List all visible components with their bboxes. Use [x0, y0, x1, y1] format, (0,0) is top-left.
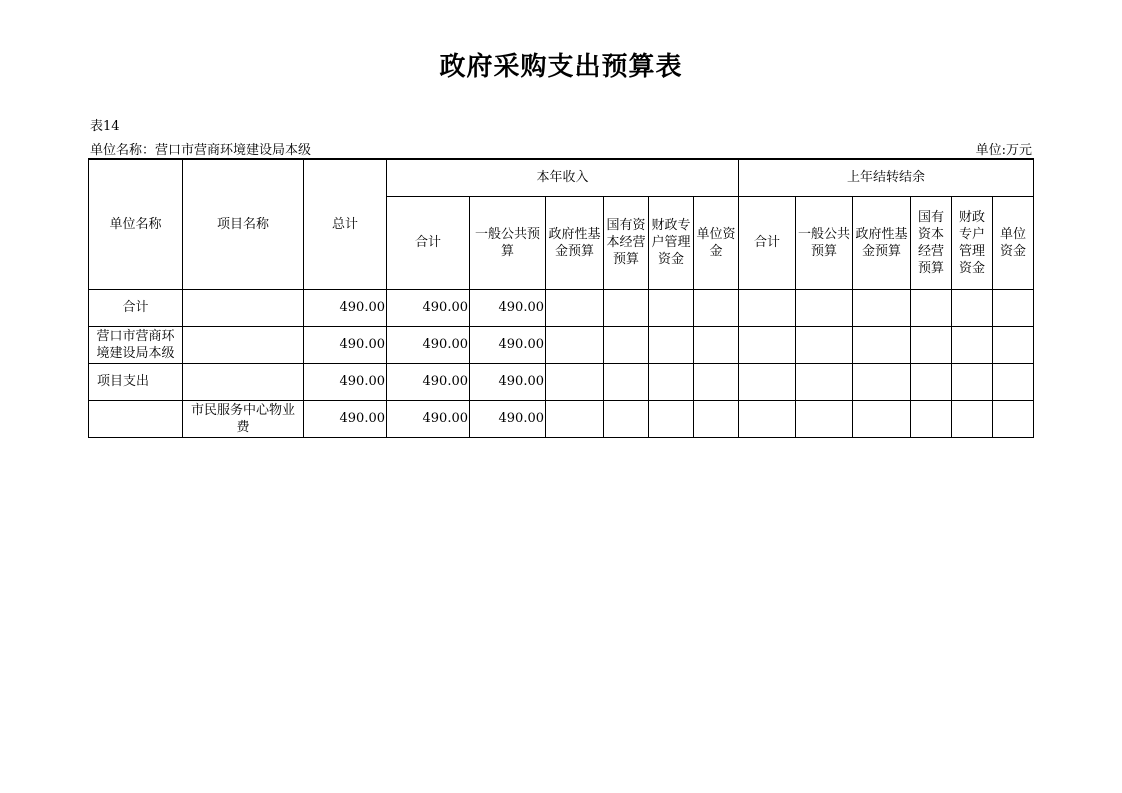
row-ci-general: 490.00: [470, 289, 546, 326]
table-row: [89, 400, 1034, 437]
header-carryover: 上年结转结余: [739, 159, 1034, 196]
header-ci-total: 合计: [387, 196, 470, 289]
row-total: 490.00: [304, 400, 387, 437]
row-ci-total: 490.00: [387, 400, 470, 437]
table-number: 表14: [90, 119, 120, 134]
header-co-unit-funds: 单位资金: [993, 196, 1034, 289]
header-co-fund: 政府性基金预算: [853, 196, 911, 289]
row-ci-total: 490.00: [387, 363, 470, 400]
currency-unit-label: 单位:万元: [975, 143, 1032, 158]
header-co-special-account: 财政专户管理资金: [952, 196, 993, 289]
header-unit-name: 单位名称: [89, 159, 183, 289]
page-title: 政府采购支出预算表: [439, 52, 683, 82]
row-ci-general: 490.00: [470, 326, 546, 363]
row-ci-general: 490.00: [470, 363, 546, 400]
header-ci-state-capital: 国有资本经营预算: [604, 196, 649, 289]
unit-name-label: 单位名称：营口市营商环境建设局本级: [90, 143, 312, 158]
row-total: 490.00: [304, 363, 387, 400]
row-unit-name: [89, 400, 183, 437]
row-project-name: 市民服务中心物业费: [183, 400, 304, 437]
header-project-name: 项目名称: [183, 159, 304, 289]
table-row: [89, 326, 1034, 363]
row-total: 490.00: [304, 289, 387, 326]
row-project-name: [183, 289, 304, 326]
header-co-state-capital: 国有资本经营预算: [911, 196, 952, 289]
header-ci-special-account: 财政专户管理资金: [649, 196, 694, 289]
row-ci-general: 490.00: [470, 400, 546, 437]
budget-table: [88, 158, 1034, 438]
header-ci-general: 一般公共预算: [470, 196, 546, 289]
header-ci-fund: 政府性基金预算: [546, 196, 604, 289]
row-total: 490.00: [304, 326, 387, 363]
table-row: [89, 363, 1034, 400]
header-co-general: 一般公共预算: [796, 196, 853, 289]
table-row: [89, 289, 1034, 326]
row-ci-total: 490.00: [387, 326, 470, 363]
row-unit-name: 合计: [89, 289, 183, 326]
header-total: 总计: [304, 159, 387, 289]
header-ci-unit-funds: 单位资金: [694, 196, 739, 289]
row-project-name: [183, 363, 304, 400]
row-unit-name: 营口市营商环境建设局本级: [89, 326, 183, 363]
row-ci-total: 490.00: [387, 289, 470, 326]
header-current-income: 本年收入: [387, 159, 739, 196]
row-unit-name: 项目支出: [89, 363, 183, 400]
header-co-total: 合计: [739, 196, 796, 289]
row-project-name: [183, 326, 304, 363]
